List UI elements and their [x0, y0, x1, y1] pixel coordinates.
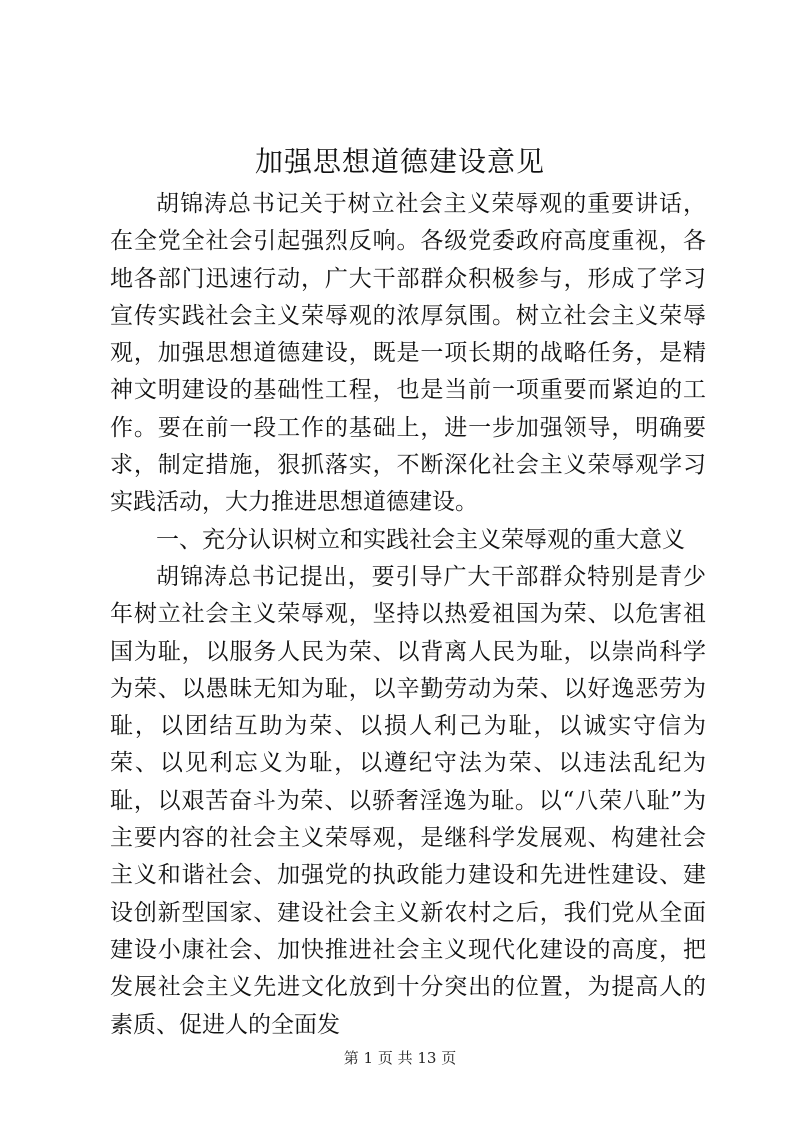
page-number-footer: 第 1 页 共 13 页 [343, 1049, 457, 1067]
document-title: 加强思想道德建设意见 [254, 145, 545, 178]
paragraph-intro: 胡锦涛总书记关于树立社会主义荣辱观的重要讲话，在全党全社会引起强烈反响。各级党委政府高度重视，各地各部门迅速行动，广大干部群众积极参与，形成了学习宣传实践社会主义荣辱观的浓厚氛围。树立社会主义荣辱观，加强思想道德建设，既是一项长期的战略任务，是精神文明建设的基础性工程，也是当前一项重要而紧迫的工作。要在前一段工作的基础上，进一步加强领导，明确要求，制定措施，狠抓落实，不断深化社会主义荣辱观学习实践活动，大力推进思想道德建设。 [110, 191, 706, 516]
paragraph-section-1: 胡锦涛总书记提出，要引导广大干部群众特别是青少年树立社会主义荣辱观，坚持以热爱祖国为荣、以危害祖国为耻，以服务人民为荣、以背离人民为耻，以崇尚科学为荣、以愚昧无知为耻，以辛勤劳动为荣、以好逸恶劳为耻，以团结互助为荣、以损人利己为耻，以诚实守信为荣、以见利忘义为耻，以遵纪守法为荣、以违法乱纪为耻，以艰苦奋斗为荣、以骄奢淫逸为耻。以“八荣八耻”为主要内容的社会主义荣辱观，是继科学发展观、构建社会主义和谐社会、加强党的执政能力建设和先进性建设、建设创新型国家、建设社会主义新农村之后，我们党从全面建设小康社会、加快推进社会主义现代化建设的高度，把发展社会主义先进文化放到十分突出的位置，为提高人的素质、促进人的全面发 [110, 563, 706, 1038]
section-heading: 一、充分认识树立和实践社会主义荣辱观的重大意义 [156, 526, 685, 553]
document-body [110, 186, 706, 1044]
